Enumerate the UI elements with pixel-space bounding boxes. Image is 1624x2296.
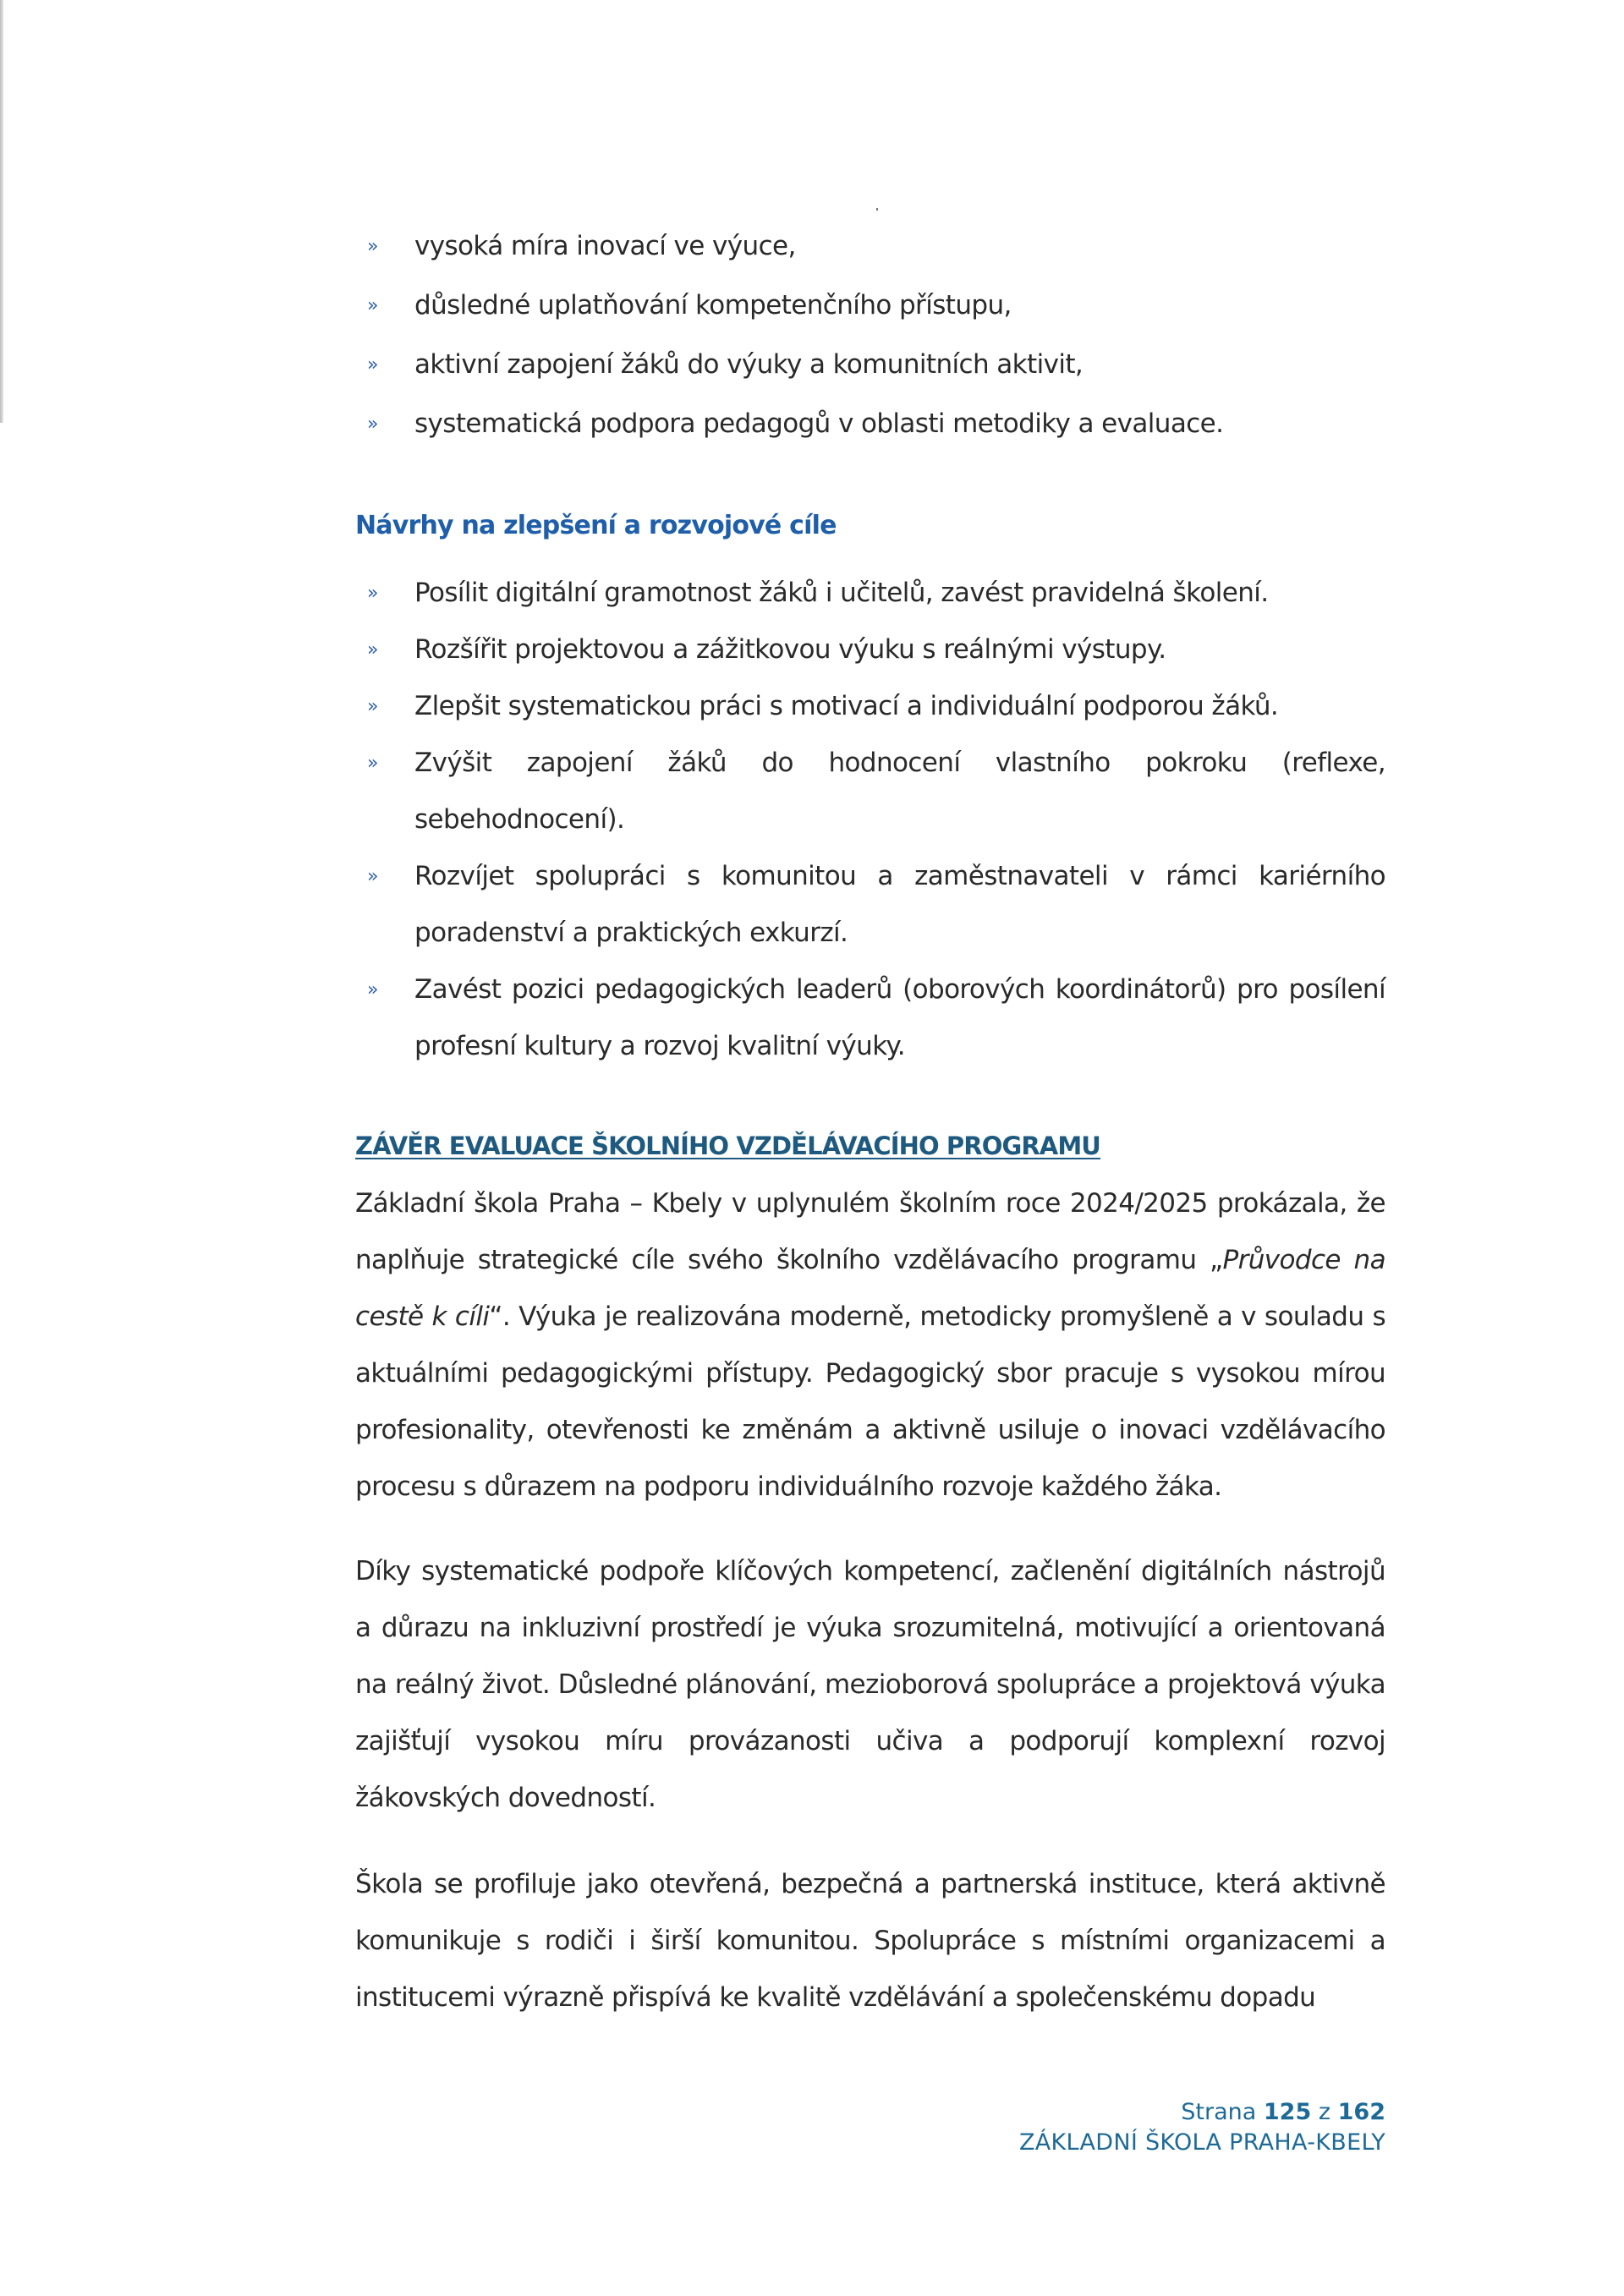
- list-item: » Rozšířit projektovou a zážitkovou výuku s reálnými výstupy.: [355, 622, 1385, 678]
- improvements-list: [355, 565, 1385, 1075]
- total-pages: 162: [1337, 2099, 1385, 2125]
- list-item: » aktivní zapojení žáků do výuky a komunitních aktivit,: [355, 337, 1385, 393]
- page-footer: [1019, 2097, 1385, 2158]
- bullet-chevron-icon: »: [367, 979, 378, 1000]
- bullet-chevron-icon: »: [367, 414, 378, 435]
- list-item: » systematická podpora pedagogů v oblasti metodiky a evaluace.: [355, 396, 1385, 452]
- bullet-chevron-icon: »: [367, 696, 378, 717]
- conclusion-heading: ZÁVĚR EVALUACE ŠKOLNÍHO VZDĚLÁVACÍHO PROGRAMU: [355, 1132, 1100, 1160]
- bullet-chevron-icon: »: [367, 639, 378, 660]
- page-number: Strana 125 z 162: [1181, 2099, 1385, 2125]
- bullet-chevron-icon: »: [367, 295, 378, 316]
- conclusion-paragraph-2: Díky systematické podpoře klíčových kompetencí, začlenění digitálních nástrojů a důrazu na inkluzivní prostředí je výuka srozumitelná, motivující a orientovaná na reálný život. Důsledné plánování, mezioborová spolupráce a projektová výuka zajišťují vysokou míru provázanosti učiva a podporují komplexní rozvoj žákovských dovedností.: [355, 1556, 1385, 1813]
- list-item: » Posílit digitální gramotnost žáků i učitelů, zavést pravidelná školení.: [355, 565, 1385, 622]
- program-title: Průvodce na cestě k cíli: [355, 1245, 1386, 1332]
- bullet-chevron-icon: »: [367, 753, 378, 774]
- scan-speck: [876, 208, 878, 211]
- list-item: » Zlepšit systematickou práci s motivací a individuální podporou žáků.: [355, 678, 1385, 735]
- conclusion-paragraph-3: Škola se profiluje jako otevřená, bezpečná a partnerská instituce, která aktivně komunikuje s rodiči i širší komunitou. Spolupráce s místními organizacemi a institucemi výrazně přispívá ke kvalitě vzdělávání a společenskému dopadu: [355, 1869, 1385, 2013]
- list-item: » vysoká míra inovací ve výuce,: [355, 218, 1385, 275]
- scan-edge-artifact: [0, 0, 3, 423]
- improvements-heading: Návrhy na zlepšení a rozvojové cíle: [355, 511, 837, 540]
- current-page: 125: [1263, 2099, 1312, 2125]
- list-item: » Zavést pozici pedagogických leaderů (oborových koordinátorů) pro posílení profesní kultury a rozvoj kvalitní výuky.: [355, 962, 1385, 1075]
- school-name: ZÁKLADNÍ ŠKOLA PRAHA-KBELY: [1018, 2129, 1385, 2156]
- bullet-chevron-icon: »: [367, 583, 378, 604]
- list-item: » Rozvíjet spolupráci s komunitou a zaměstnavateli v rámci kariérního poradenství a praktických exkurzí.: [355, 848, 1385, 962]
- list-item: » důsledné uplatňování kompetenčního přístupu,: [355, 277, 1385, 334]
- conclusion-paragraph-1: Základní škola Praha – Kbely v uplynulém školním roce 2024/2025 prokázala, že naplňuje strategické cíle svého školního vzdělávacího programu „Průvodce na cestě k cíli“. Výuka je realizována moderně, metodicky promyšleně a v souladu s aktuálními pedagogickými přístupy. Pedagogický sbor pracuje s vysokou mírou profesionality, otevřenosti ke změnám a aktivně usiluje o inovaci vzdělávacího procesu s důrazem na podporu individuálního rozvoje každého žáka.: [355, 1188, 1386, 1502]
- bullet-chevron-icon: »: [367, 354, 378, 375]
- bullet-chevron-icon: »: [367, 866, 378, 887]
- bullet-chevron-icon: »: [367, 236, 378, 257]
- strengths-list: [355, 218, 1385, 455]
- list-item: » Zvýšit zapojení žáků do hodnocení vlastního pokroku (reflexe, sebehodnocení).: [355, 735, 1385, 848]
